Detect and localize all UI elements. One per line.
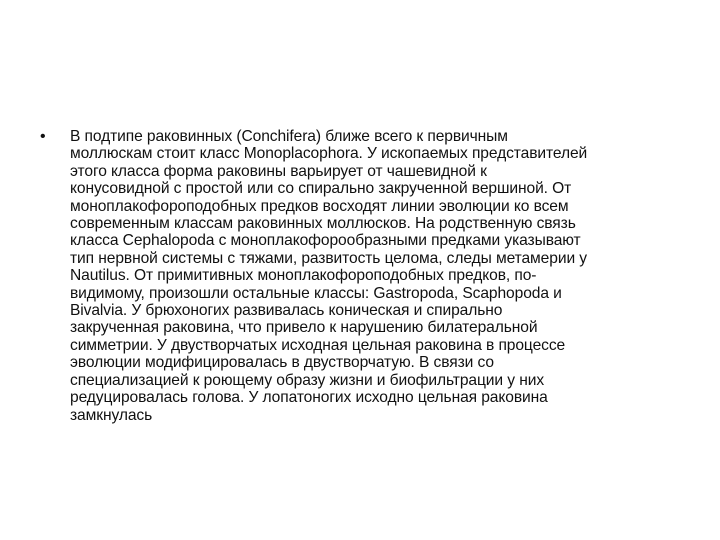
text-line: Nautilus. От примитивных моноплакофороподобных предков, по- — [70, 267, 537, 285]
text-line: конусовидной с простой или со спирально закрученной вершиной. От — [70, 180, 572, 198]
text-line: эволюции модифицировалась в двустворчатую. В связи со — [70, 354, 494, 372]
text-line: редуцировалась голова. У лопатоногих исходно цельная раковина — [70, 389, 548, 407]
text-line: закрученная раковина, что привело к нарушению билатеральной — [70, 319, 538, 337]
text-line: класса Cephalopoda с моноплакофорообразными предками указывают — [70, 232, 581, 250]
text-line: тип нервной системы с тяжами, развитость целома, следы метамерии у — [70, 249, 587, 267]
text-line: видимому, произошли остальные классы: Gastropoda, Scaphopoda и — [70, 284, 562, 302]
text-line: симметрии. У двустворчатых исходная цельная раковина в процессе — [70, 336, 566, 354]
text-line: специализацией к роющему образу жизни и биофильтрации у них — [70, 371, 545, 389]
text-line: В подтипе раковинных (Conchifera) ближе всего к первичным — [70, 128, 508, 145]
text-line: современным классам раковинных моллюсков. На родственную связь — [70, 215, 576, 233]
text-line: моллюскам стоит класс Monoplacophora. У ископаемых представителей — [70, 145, 588, 163]
bullet-paragraph — [70, 128, 690, 424]
bullet-marker: • — [40, 128, 46, 145]
bullet-list-item — [40, 128, 690, 424]
text-line: Bivalvia. У брюхоногих развивалась коническая и спирально — [70, 302, 503, 320]
text-line: замкнулась — [70, 406, 153, 424]
text-line: этого класса форма раковины варьирует от чашевидной к — [70, 162, 487, 180]
text-line: моноплакофороподобных предков восходят линии эволюции ко всем — [70, 197, 569, 215]
